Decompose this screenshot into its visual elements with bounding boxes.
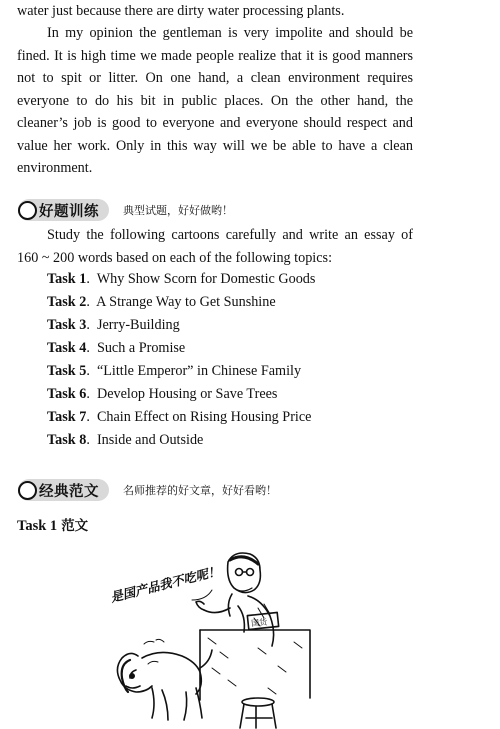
task-item: Task 5. “Little Emperor” in Chinese Family xyxy=(47,363,302,379)
task-list xyxy=(47,268,315,452)
task-topic: Jerry-Building xyxy=(96,317,180,333)
cartoon-speech: 是国产品我不吃呢！ xyxy=(108,563,222,605)
cartoon-illustration xyxy=(108,548,338,729)
task-item: Task 8. Inside and Outside xyxy=(47,432,204,448)
task-label: Task 8 xyxy=(47,432,87,448)
intro-paragraph: In my opinion the gentleman is very impolite and should be fined. It is high time we made people realize that it is good manners not to spit or litter. On one hand, a clean environment requires everyone to do his bit in public places. On the other hand, the cleaner’s job is good to everyone and everyone should respect and value her work. Only in this way will we be able to have a clean environment. xyxy=(17,25,413,176)
section-header-practice xyxy=(18,198,233,222)
task-item: Task 3. Jerry-Building xyxy=(47,317,180,333)
intro-line: water just because there are dirty water processing plants. xyxy=(17,3,345,19)
task-topic: Inside and Outside xyxy=(96,432,204,448)
section-title: 好题训练 xyxy=(39,203,99,220)
task-label: Task 4 xyxy=(47,340,87,356)
task-label: Task 6 xyxy=(47,386,87,402)
task-item: Task 2. A Strange Way to Get Sunshine xyxy=(47,294,276,310)
task-label: Task 1 xyxy=(47,271,87,287)
section-subtitle: 名师推荐的好文章，好好看哟！ xyxy=(123,484,277,497)
task-topic: Chain Effect on Rising Housing Price xyxy=(96,409,312,425)
section-pill xyxy=(18,479,109,501)
section-pill xyxy=(18,199,109,221)
section-subtitle: 典型试题，好好做哟！ xyxy=(123,204,233,217)
sample-heading-label: Task 1 xyxy=(17,518,58,534)
task-topic: Such a Promise xyxy=(96,340,186,356)
task-label: Task 7 xyxy=(47,409,87,425)
task-item: Task 1. Why Show Scorn for Domestic Goods xyxy=(47,271,316,287)
cartoon-sign-text: 国货 xyxy=(250,617,268,629)
task-label: Task 2 xyxy=(47,294,87,310)
task-label: Task 5 xyxy=(47,363,87,379)
task-item: Task 6. Develop Housing or Save Trees xyxy=(47,386,278,402)
task-label: Task 3 xyxy=(47,317,87,333)
task-topic: Develop Housing or Save Trees xyxy=(96,386,278,402)
task-item: Task 4. Such a Promise xyxy=(47,340,186,356)
task-topic: A Strange Way to Get Sunshine xyxy=(96,294,276,310)
section-header-samples xyxy=(18,478,277,502)
task-topic: Why Show Scorn for Domestic Goods xyxy=(96,271,316,287)
section-title: 经典范文 xyxy=(39,483,99,500)
task-topic: “Little Emperor” in Chinese Family xyxy=(96,363,302,379)
sample-heading xyxy=(17,514,88,535)
task-item: Task 7. Chain Effect on Rising Housing Price xyxy=(47,409,312,425)
circle-icon xyxy=(18,481,37,500)
circle-icon xyxy=(18,201,37,220)
sample-heading-cn: 范文 xyxy=(61,518,89,534)
instruction-paragraph: Study the following cartoons carefully and write an essay of 160 ~ 200 words based on each of the following topics: xyxy=(17,227,413,266)
